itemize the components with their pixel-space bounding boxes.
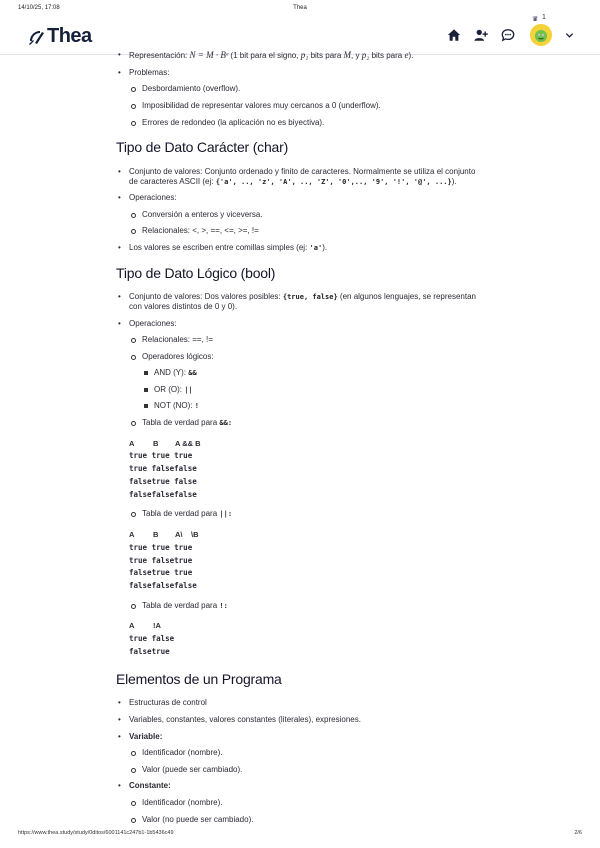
bool-list xyxy=(116,292,486,658)
print-page-number: 2/6 xyxy=(574,830,582,836)
list-item: Valor (puede ser cambiado). xyxy=(129,765,486,775)
list-item: NOT (NO): ! xyxy=(142,401,486,411)
section-title-bool: Tipo de Dato Lógico (bool) xyxy=(116,264,276,281)
list-item: • Variables, constantes, valores constantes (literales), expresiones. xyxy=(116,715,486,725)
chevron-down-icon[interactable] xyxy=(565,31,574,40)
section-title-char: Tipo de Dato Carácter (char) xyxy=(116,139,289,156)
list-item: • Operaciones: Relacionales: ==, != Operadores lógicos: AND (Y): && OR (O): || NOT (NO): ! Tabla de verdad para &&: A B A && B true true true true falsefalse falsetrue false falsefalsefalse Tabla de verdad para ||: A B A\ \B true true true true falsetrue falsetrue true falsefalsefalse Tabla de verdad para !: A !A true false falsetrue xyxy=(116,319,486,659)
user-avatar-menu[interactable] xyxy=(530,14,552,46)
print-url[interactable]: https://www.thea.study/study/0ditos/6001141c247b1-1b5436c49 xyxy=(18,830,174,836)
list-item: Operadores lógicos: AND (Y): && OR (O): || NOT (NO): ! xyxy=(129,352,486,411)
list-item: Identificador (nombre). xyxy=(129,748,486,758)
table-row: true falsetrue xyxy=(129,555,193,565)
table-row: falsefalsefalse xyxy=(129,581,197,591)
list-item: Errores de redondeo (la aplicación no es biyectiva). xyxy=(129,118,486,128)
table-row: falsetrue xyxy=(129,646,170,656)
list-item: • Representación: N = M · Bᵉ (1 bit para el signo, p₁ bits para M, y p₂ bits para e). xyxy=(116,50,486,61)
add-user-icon[interactable] xyxy=(474,28,488,42)
list-item: Desbordamiento (overflow). xyxy=(129,84,486,94)
list-item: • Operaciones: Conversión a enteros y viceversa. Relacionales: <, >, ==, <=, >=, != xyxy=(116,193,486,236)
char-list xyxy=(116,167,486,253)
intro-list xyxy=(116,50,486,127)
list-item: Valor (no puede ser cambiado). xyxy=(129,815,486,825)
list-item: • Estructuras de control xyxy=(116,698,486,708)
print-page-title: Thea xyxy=(293,5,307,11)
avatar[interactable] xyxy=(530,24,552,46)
table-row: falsetrue false xyxy=(129,476,197,486)
study-content xyxy=(116,50,486,831)
home-icon[interactable] xyxy=(447,28,461,42)
logo-text: Thea xyxy=(47,25,92,47)
thea-logo[interactable] xyxy=(26,25,92,48)
programa-list xyxy=(116,698,486,824)
crown-count: 1 xyxy=(542,14,546,21)
list-item: Conversión a enteros y viceversa. xyxy=(129,210,486,220)
list-item: • Conjunto de valores: Conjunto ordenado y finito de caracteres. Normalmente se utiliza el conjunto de caracteres ASCII (ej: {'a', .., 'z', 'A', .., 'Z', '0',.., '9', '!', '@', ...}). xyxy=(116,167,486,186)
chat-icon[interactable] xyxy=(501,28,515,42)
list-item: Identificador (nombre). xyxy=(129,798,486,808)
list-item: Tabla de verdad para !: xyxy=(129,601,486,611)
crown-icon: ♛ xyxy=(532,16,539,23)
table-row: true false xyxy=(129,634,175,644)
list-item: • Los valores se escriben entre comillas simples (ej: 'a'). xyxy=(116,243,486,253)
table-row: falsetrue true xyxy=(129,568,193,578)
list-item: Relacionales: ==, != xyxy=(129,335,486,345)
thea-logo-icon xyxy=(26,27,46,47)
print-header xyxy=(0,5,600,17)
formula: N = M · Bᵉ xyxy=(189,50,229,60)
list-item: Relacionales: <, >, ==, <=, >=, != xyxy=(129,226,486,236)
list-item: Tabla de verdad para ||: xyxy=(129,509,486,519)
section-title-programa: Elementos de un Programa xyxy=(116,670,282,687)
print-datetime: 14/10/25, 17:08 xyxy=(18,5,60,11)
table-row: true true true xyxy=(129,542,193,552)
list-item: • Variable: Identificador (nombre). Valor (puede ser cambiado). xyxy=(116,732,486,775)
truth-table-or: A B A\ \B true true true true falsetrue falsetrue true falsefalsefalse xyxy=(129,529,486,593)
list-item: • Problemas: Desbordamiento (overflow). Imposibilidad de representar valores muy cercanos a 0 (underflow). Errores de redondeo (la aplicación no es biyectiva). xyxy=(116,68,486,127)
avatar-character-icon xyxy=(530,24,552,46)
table-row: falsefalsefalse xyxy=(129,489,197,499)
table-row: true falsefalse xyxy=(129,464,197,474)
nav-icons xyxy=(447,14,574,46)
list-item: OR (O): || xyxy=(142,385,486,395)
truth-table-and: A B A && B true true true true falsefalse falsetrue false falsefalsefalse xyxy=(129,438,486,502)
list-item: Imposibilidad de representar valores muy cercanos a 0 (underflow). xyxy=(129,101,486,111)
table-row: true true true xyxy=(129,451,193,461)
list-item: • Constante: Identificador (nombre). Valor (no puede ser cambiado). xyxy=(116,781,486,824)
list-item: Tabla de verdad para &&: xyxy=(129,418,486,428)
list-item: AND (Y): && xyxy=(142,368,486,378)
truth-table-not: A !A true false falsetrue xyxy=(129,620,486,658)
list-item: • Conjunto de valores: Dos valores posibles: {true, false} (en algunos lenguajes, se representan con valores distintos de 0 y 0). xyxy=(116,292,486,311)
